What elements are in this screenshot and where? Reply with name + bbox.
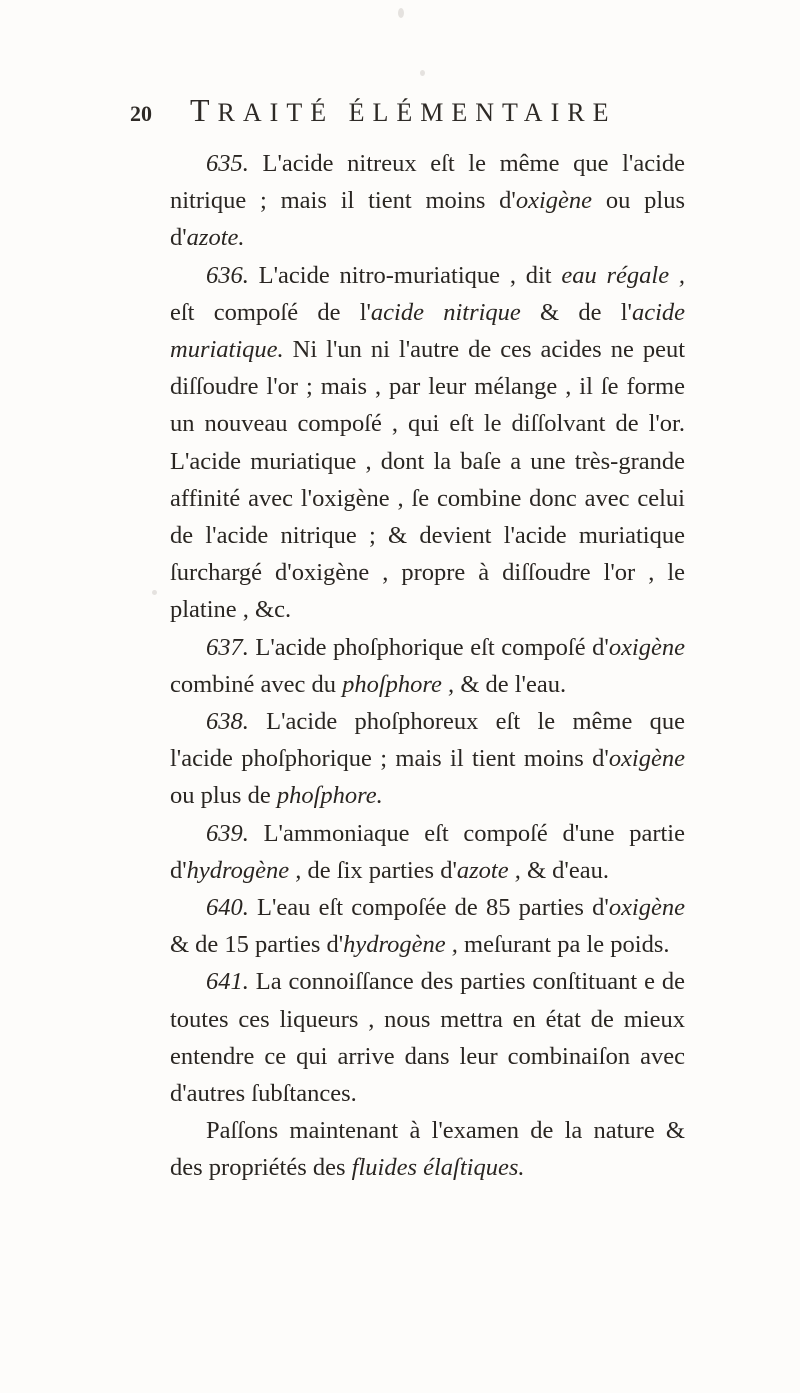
- text-run: ou plus d': [170, 187, 686, 252]
- paragraph-number: 638.: [206, 708, 249, 736]
- italic-term: acide muriatique.: [170, 298, 686, 364]
- text-run: L'ammoniaque eſt compoſé d'une partie d': [170, 819, 685, 884]
- running-title-rest: RAITÉ ÉLÉMENTAIRE: [217, 98, 617, 127]
- italic-term: phoſphore.: [276, 782, 383, 810]
- paragraph-closing: [170, 1112, 685, 1186]
- text-run: & d'eau.: [520, 856, 609, 884]
- paragraph-number: 636.: [206, 261, 249, 289]
- text-run: Ni l'un ni l'autre de ces acides ne peut diſſoudre l'or ; mais , par leur mélange , il ſe forme un nouveau compoſé , qui eſt le diſſolvant de l'or. L'acide muriatique , dont la baſe a une très-grande affinité avec l'oxigène , ſe combine donc avec celui de l'acide nitrique ; & devient l'acide muriatique ſurchargé d'oxigène , propre à diſſoudre l'or , le platine , &c.: [170, 336, 685, 624]
- italic-term: hydrogène ,: [343, 931, 458, 959]
- paragraph-number: 640.: [206, 894, 249, 922]
- ink-smudge: [420, 70, 425, 76]
- text-run: L'acide nitro-muriatique , dit: [248, 261, 562, 289]
- italic-term: hydrogène ,: [186, 856, 302, 884]
- body-text: [170, 145, 685, 1187]
- text-run: & de l'eau.: [454, 670, 567, 698]
- paragraph-number: 637.: [206, 633, 249, 661]
- text-run: L'acide phoſphorique eſt compoſé d': [248, 633, 609, 661]
- italic-term: oxigène: [608, 633, 685, 661]
- text-run: de ſix parties d': [301, 856, 457, 884]
- text-run: ou plus de: [170, 782, 277, 810]
- italic-term: acide nitrique: [370, 298, 521, 326]
- text-run: L'eau eſt compoſée de 85 parties d': [248, 894, 609, 922]
- paragraph-number: 641.: [206, 968, 249, 996]
- paragraph-640: [170, 889, 685, 963]
- text-run: La connoiſſance des parties conſtituant e de toutes ces liqueurs , nous mettra en état de mieux entendre ce qui arrive dans leur combinaiſon avec d'autres ſubſtances.: [170, 968, 685, 1108]
- italic-term: phoſphore ,: [342, 670, 455, 698]
- paragraph-number: 639.: [206, 819, 249, 847]
- paragraph-638: [170, 703, 685, 815]
- running-title: [190, 92, 616, 129]
- paragraph-635: [170, 145, 685, 257]
- text-run: L'acide phoſphoreux eſt le même que l'acide phoſphorique ; mais il tient moins d': [170, 708, 685, 773]
- ink-smudge: [398, 8, 404, 18]
- italic-term: fluides élaſtiques.: [351, 1154, 525, 1182]
- italic-term: oxigène: [515, 187, 593, 215]
- text-run: Paſſons maintenant à l'examen de la nature & des propriétés des: [170, 1117, 685, 1182]
- paragraph-number: 635.: [206, 150, 249, 177]
- text-run: meſurant pa le poids.: [457, 931, 670, 959]
- page-number: 20: [130, 101, 152, 126]
- running-title-initial: T: [190, 92, 218, 128]
- paragraph-637: [170, 629, 685, 703]
- paragraph-641: [170, 963, 685, 1112]
- italic-term: oxigène: [608, 894, 685, 922]
- text-run: & de 15 parties d': [170, 931, 344, 959]
- paragraph-636: [170, 257, 685, 629]
- paragraph-639: [170, 815, 685, 889]
- text-run: combiné avec du: [170, 670, 343, 698]
- text-run: L'acide nitreux eſt le même que l'acide nitrique ; mais il tient moins d': [170, 150, 685, 215]
- ink-smudge: [152, 590, 157, 595]
- italic-term: eau régale ,: [561, 261, 685, 289]
- text-run: eſt compoſé de l': [170, 298, 371, 326]
- italic-term: azote.: [186, 224, 245, 252]
- italic-term: azote ,: [456, 856, 521, 884]
- italic-term: oxigène: [608, 745, 685, 773]
- text-run: & de l': [520, 298, 632, 326]
- page-header: [130, 92, 690, 132]
